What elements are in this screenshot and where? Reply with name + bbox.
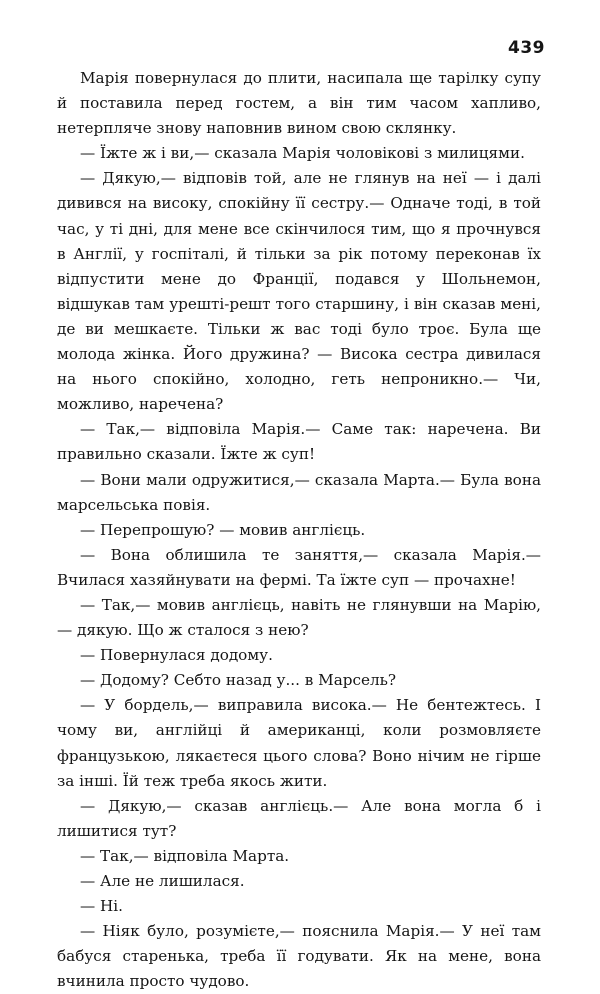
paragraph: — Ніяк було, розумієте,— пояснила Марія.— У неї там бабуся старенька, треба її годувати. Як на мене, вона вчинила просто чудово. xyxy=(57,922,541,991)
paragraph: — Дякую,— сказав англієць.— Але вона могла б і лишитися тут? xyxy=(57,796,541,840)
paragraph: — Вона облишила те заняття,— сказала Марія.— Вчилася хазяйнувати на фермі. Та їжте суп — прочахне! xyxy=(57,545,541,589)
paragraph: — Так,— мовив англієць, навіть не глянувши на Марію,— дякую. Що ж сталося з нею? xyxy=(57,595,541,640)
paragraph: — Перепрошую? — мовив англієць. xyxy=(80,520,366,539)
paragraph: — Так,— відповіла Марта. xyxy=(80,846,290,865)
paragraph: — Вони мали одружитися,— сказала Марта.— Була вона марсельська повія. xyxy=(57,470,541,514)
paragraph: — Так,— відповіла Марія.— Саме так: наречена. Ви правильно сказали. Їжте ж суп! xyxy=(57,420,541,464)
body-text xyxy=(57,66,541,994)
paragraph: — Повернулася додому. xyxy=(80,646,273,665)
paragraph: — Додому? Себто назад у... в Марсель? xyxy=(80,671,397,690)
page-number: 439 xyxy=(508,38,545,58)
paragraph: — Але не лишилася. xyxy=(80,872,245,890)
paragraph: — У бордель,— виправила висока.— Не бентежтесь. І чому ви, англійці й американці, коли розмовляєте французькою, лякаєтеся цього слова? Воно нічим не гірше за інші. Їй теж треба якось жити. xyxy=(57,696,541,790)
paragraph: Марія повернулася до плити, насипала ще тарілку супу й поставила перед гостем, а він тим часом хапливо, нетерпляче знову наповнив вином свою склянку. xyxy=(57,69,541,138)
paragraph: — Дякую,— відповів той, але не глянув на неї — і далі дивився на високу, спокійну її сестру.— Одначе тоді, в той час, у ті дні, для мене все скінчилося тим, що я прочнувся в Англії, у госпіталі, й тільки за рік потому переконав їх відпустити мене до Франції, подався у Шольнемон, відшукав там урешті-решт того старшину, і він сказав мені, де ви мешкаєте. Тільки ж вас тоді було троє. Була ще молода жінка. Його дружина? — Висока сестра дивилася на нього спокійно, холодно, геть непроникно.— Чи, можливо, наречена? xyxy=(57,169,541,414)
paragraph: — Ні. xyxy=(80,897,123,916)
paragraph: — Їжте ж і ви,— сказала Марія чоловікові з милицями. xyxy=(80,144,525,163)
